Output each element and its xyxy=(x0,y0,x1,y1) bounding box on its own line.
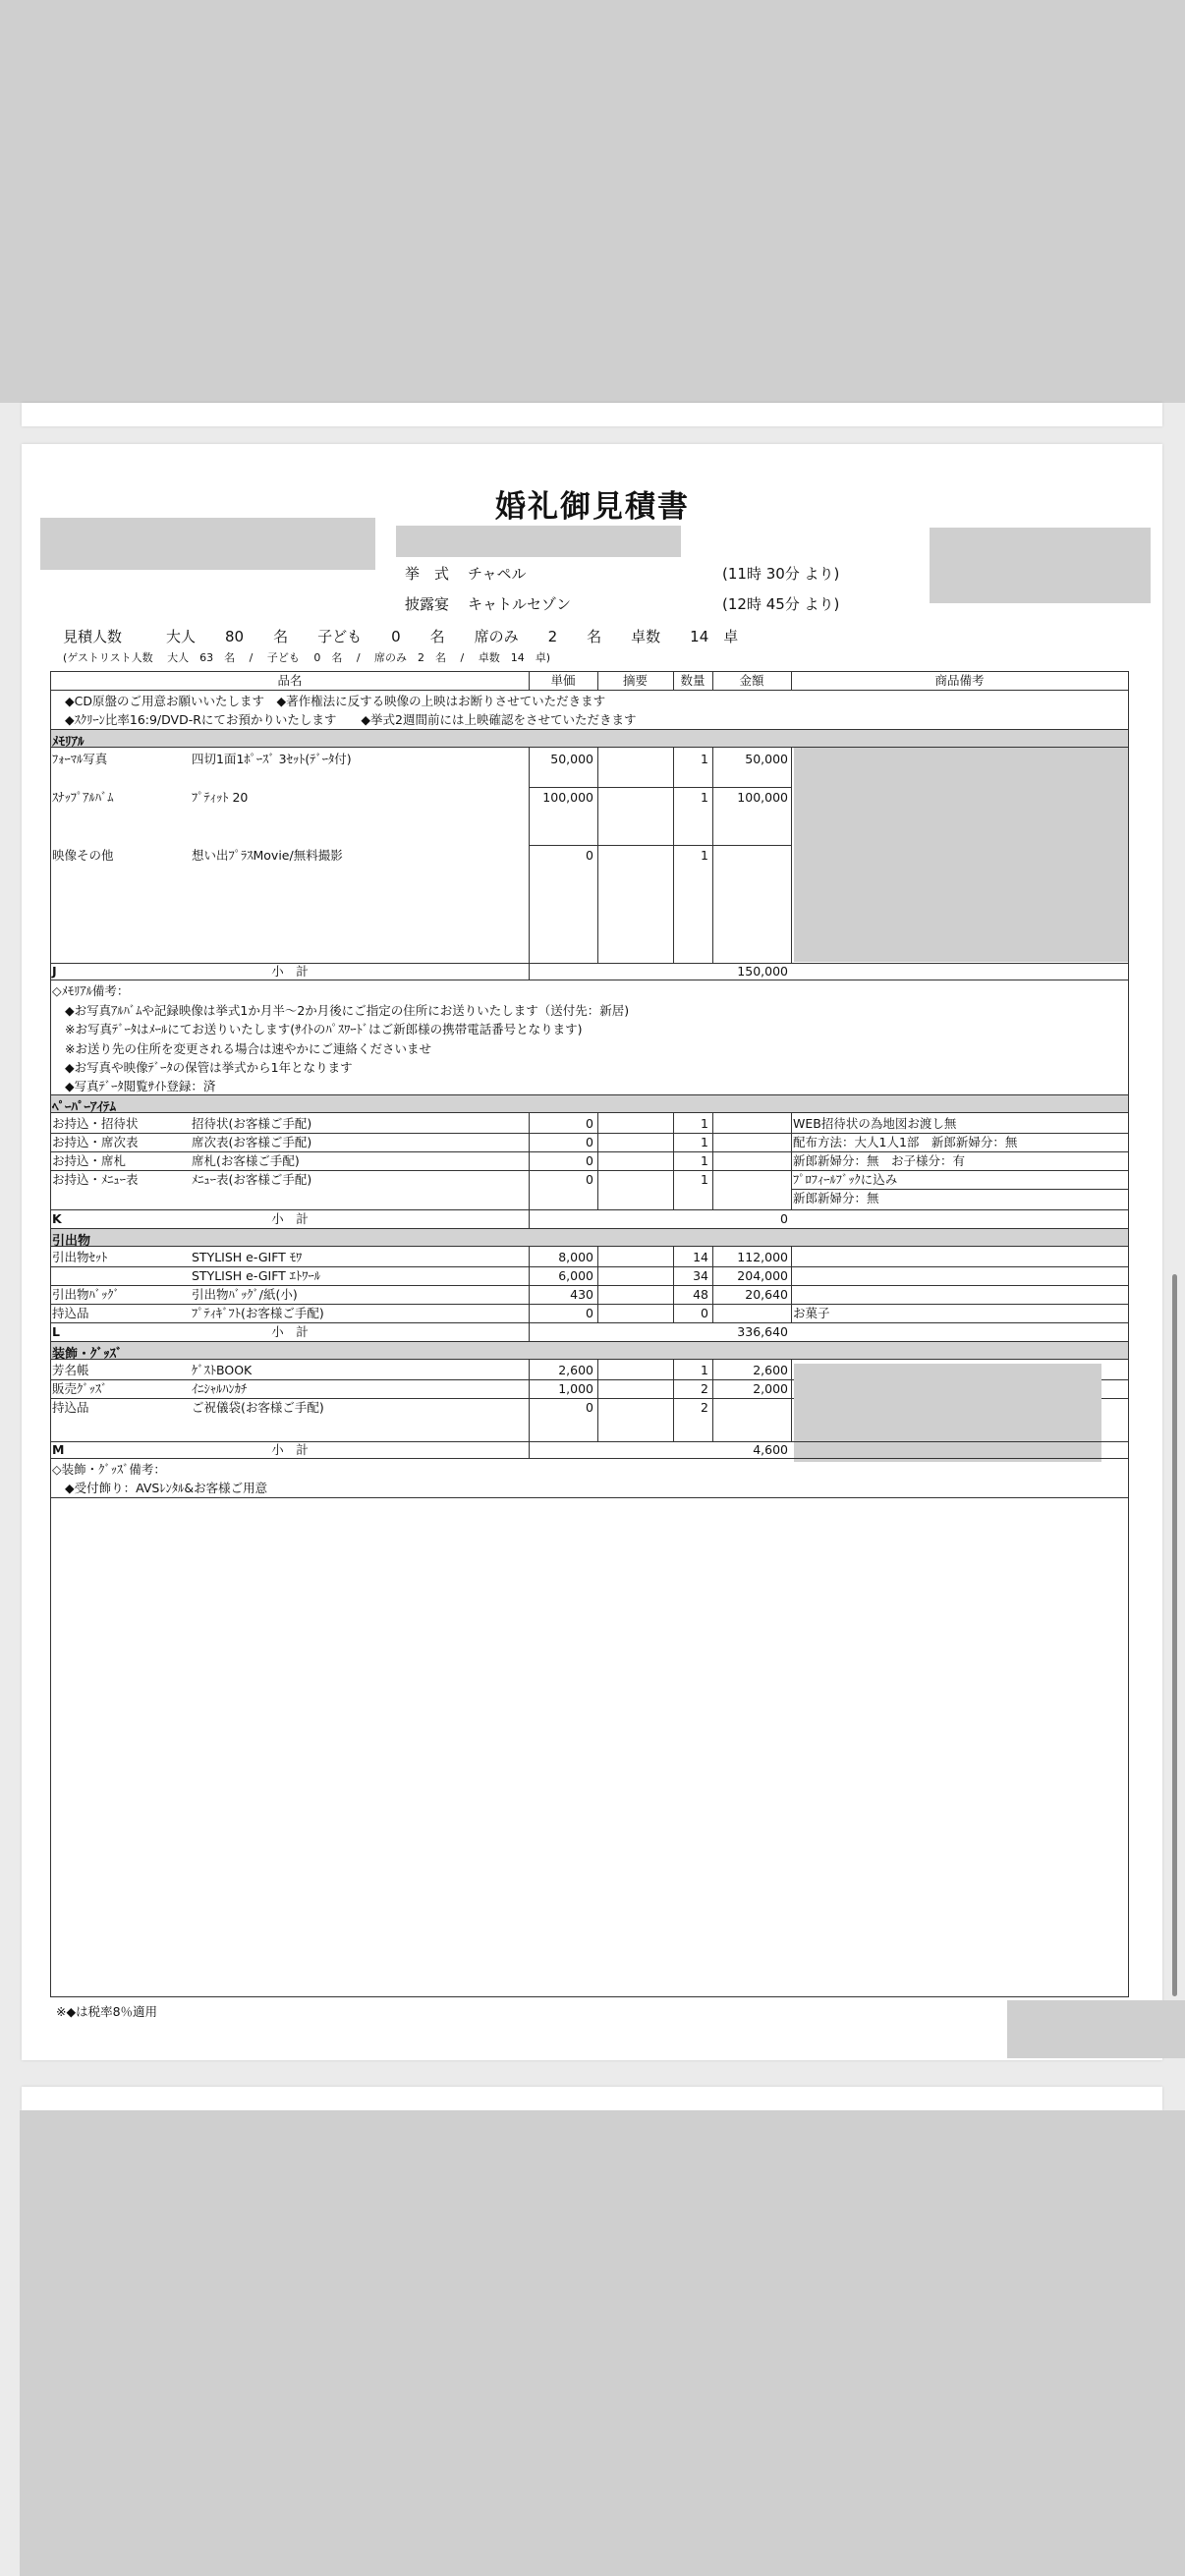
col-rule xyxy=(712,672,713,691)
wedding-venue: チャペル xyxy=(468,565,527,583)
paper-category: お持込・席次表 xyxy=(52,1135,139,1149)
decor-price: 2,600 xyxy=(558,1363,593,1377)
col-rule xyxy=(712,748,713,964)
gift-price: 430 xyxy=(570,1287,593,1302)
gift-amount: 204,000 xyxy=(737,1268,788,1283)
paper-price: 0 xyxy=(586,1135,593,1149)
section-memorial: ﾒﾓﾘｱﾙ xyxy=(51,729,1128,748)
row-rule xyxy=(51,1151,1128,1152)
row-rule xyxy=(51,1304,1128,1305)
col-rule xyxy=(673,1113,674,1210)
subtotal-letter: L xyxy=(52,1324,60,1339)
col-rule xyxy=(791,672,792,691)
paper-category: お持込・招待状 xyxy=(52,1116,139,1131)
paper-category: お持込・席札 xyxy=(52,1153,127,1168)
decor-qty: 1 xyxy=(701,1363,708,1377)
wedding-label: 挙 式 xyxy=(405,565,450,583)
decor-item: ｹﾞｽﾄBOOK xyxy=(192,1363,253,1377)
col-rule xyxy=(673,1247,674,1323)
gift-item: 引出物ﾊﾞｯｸﾞ/紙(小) xyxy=(192,1287,298,1302)
col-rule xyxy=(712,1360,713,1442)
gift-remark: お菓子 xyxy=(793,1306,830,1320)
col-rule xyxy=(597,1113,598,1210)
row-rule xyxy=(529,845,791,846)
col-rule xyxy=(712,1113,713,1210)
paper-price: 0 xyxy=(586,1116,593,1131)
paper-item: 席札(お客様ご手配) xyxy=(192,1153,300,1168)
paper-price: 0 xyxy=(586,1172,593,1187)
col-rule xyxy=(597,1360,598,1442)
header-unit-price: 単価 xyxy=(550,673,576,688)
gift-price: 6,000 xyxy=(558,1268,593,1283)
section-gifts: 引出物 xyxy=(51,1228,1128,1247)
header-name: 品名 xyxy=(277,673,303,688)
decor-item: ご祝儀袋(お客様ご手配) xyxy=(192,1400,324,1415)
col-rule xyxy=(673,672,674,691)
wedding-time: (11時 30分 より) xyxy=(722,565,840,583)
memorial-category: ﾌｫｰﾏﾙ写真 xyxy=(52,752,108,766)
subtotal-label: 小 計 xyxy=(271,1442,309,1457)
header-qty: 数量 xyxy=(680,673,705,688)
previous-page-edge xyxy=(22,403,1162,426)
gift-category: 持込品 xyxy=(52,1306,89,1320)
decor-amount: 2,600 xyxy=(753,1363,788,1377)
scrollbar[interactable] xyxy=(1172,1274,1177,1996)
gift-price: 8,000 xyxy=(558,1250,593,1264)
memorial-qty: 1 xyxy=(701,752,708,766)
subtotal-letter: M xyxy=(52,1442,65,1457)
guest-list-count: (ゲストリスト人数 大人 63 名 / 子ども 0 名 / 席のみ 2 名 / 卓数 14 卓) xyxy=(63,651,551,664)
notes-end-rule xyxy=(51,1497,1128,1498)
reception-time: (12時 45分 より) xyxy=(722,595,840,613)
paper-item: 席次表(お客様ご手配) xyxy=(192,1135,312,1149)
decor-note: ◆受付飾り：AVSﾚﾝﾀﾙ&お客様ご用意 xyxy=(65,1481,268,1495)
document-title: 婚礼御見積書 xyxy=(495,489,690,525)
decor-category: 販売ｸﾞｯｽﾞ xyxy=(52,1381,108,1396)
memorial-note: ◆お写真や映像ﾃﾞｰﾀの保管は挙式から1年となります xyxy=(65,1060,353,1075)
subtotal-label: 小 計 xyxy=(271,964,309,979)
memorial-item: 想い出ﾌﾟﾗｽMovie/無料撮影 xyxy=(192,848,343,863)
col-rule xyxy=(597,672,598,691)
paper-qty: 1 xyxy=(701,1135,708,1149)
col-rule xyxy=(673,748,674,964)
col-rule xyxy=(529,1247,530,1341)
header-amount: 金額 xyxy=(739,673,764,688)
paper-qty: 1 xyxy=(701,1116,708,1131)
next-page-edge xyxy=(22,2087,1162,2110)
decor-item: ｲﾆｼｬﾙﾊﾝｶﾁ xyxy=(192,1381,248,1396)
col-rule xyxy=(529,672,530,691)
row-rule xyxy=(529,787,791,788)
memorial-category: ｽﾅｯﾌﾟｱﾙﾊﾞﾑ xyxy=(52,790,114,805)
gift-amount: 112,000 xyxy=(737,1250,788,1264)
paper-remark: WEB招待状の為地図お渡し無 xyxy=(793,1116,957,1131)
memorial-amount: 50,000 xyxy=(745,752,788,766)
memorial-category: 映像その他 xyxy=(52,848,114,863)
gift-qty: 14 xyxy=(693,1250,708,1264)
notice-line: ◆ｽｸﾘｰﾝ比率16:9/DVD-Rにてお預かりいたします ◆挙式2週間前には上映確認をさせていただきます xyxy=(65,712,637,727)
row-rule xyxy=(51,1170,1128,1171)
redacted-decor-remarks xyxy=(794,1364,1101,1462)
notice-line: ◆CD原盤のご用意お願いいたします ◆著作権法に反する映像の上映はお断りさせていただきます xyxy=(65,694,606,708)
gift-price: 0 xyxy=(586,1306,593,1320)
decor-amount: 2,000 xyxy=(753,1381,788,1396)
redacted-date-info xyxy=(396,526,681,557)
memorial-note: ※お写真ﾃﾞｰﾀはﾒｰﾙにてお送りいたします(ｻｲﾄのﾊﾟｽﾜｰﾄﾞはご新郎様の携帯電話番号となります) xyxy=(65,1022,583,1036)
tax-footnote: ※◆は税率8％適用 xyxy=(56,2004,158,2019)
row-rule xyxy=(791,1189,1128,1190)
memorial-price: 0 xyxy=(586,848,593,863)
paper-subtotal: 0 xyxy=(780,1211,788,1226)
gift-category: 引出物ｾｯﾄ xyxy=(52,1250,108,1264)
reception-label: 披露宴 xyxy=(405,595,450,613)
row-rule xyxy=(51,1133,1128,1134)
col-rule xyxy=(529,1113,530,1228)
decor-qty: 2 xyxy=(701,1381,708,1396)
header-remarks: 商品備考 xyxy=(934,673,985,688)
memorial-qty: 1 xyxy=(701,790,708,805)
decor-qty: 2 xyxy=(701,1400,708,1415)
paper-qty: 1 xyxy=(701,1172,708,1187)
paper-item: ﾒﾆｭｰ表(お客様ご手配) xyxy=(192,1172,312,1187)
col-rule xyxy=(712,1247,713,1323)
subtotal-rule xyxy=(51,1209,1128,1210)
decor-price: 0 xyxy=(586,1400,593,1415)
col-rule xyxy=(529,1360,530,1459)
reception-venue: キャトルセゾン xyxy=(468,595,572,613)
redacted-memorial-remarks xyxy=(794,748,1128,962)
gift-qty: 48 xyxy=(693,1287,708,1302)
section-paper-items: ﾍﾟｰﾊﾟｰｱｲﾃﾑ xyxy=(51,1094,1128,1113)
gift-item: STYLISH e-GIFT ﾓﾜ xyxy=(192,1250,303,1264)
estimate-guest-count: 見積人数 大人 80 名 子ども 0 名 席のみ 2 名 卓数 14 卓 xyxy=(63,628,739,645)
col-rule xyxy=(791,1360,792,1442)
subtotal-letter: K xyxy=(52,1211,62,1226)
subtotal-letter: J xyxy=(52,964,57,979)
memorial-item: ﾌﾟﾃｨｯﾄ 20 xyxy=(192,790,249,805)
col-rule xyxy=(529,748,530,980)
subtotal-rule xyxy=(51,1458,1128,1459)
redacted-stamp xyxy=(930,528,1151,603)
gift-item: STYLISH e-GIFT ｴﾄﾜｰﾙ xyxy=(192,1268,321,1283)
decor-subtotal: 4,600 xyxy=(753,1442,788,1457)
paper-remark: 新郎新婦分：無 お子様分：有 xyxy=(793,1153,966,1168)
gift-amount: 20,640 xyxy=(745,1287,788,1302)
memorial-note: ◆写真ﾃﾞｰﾀ閲覧ｻｲﾄ登録：済 xyxy=(65,1079,216,1093)
redacted-page-footer xyxy=(1007,2000,1185,2058)
col-rule xyxy=(791,1247,792,1323)
paper-qty: 1 xyxy=(701,1153,708,1168)
subtotal-label: 小 計 xyxy=(271,1211,309,1226)
gift-qty: 34 xyxy=(693,1268,708,1283)
gift-qty: 0 xyxy=(701,1306,708,1320)
paper-category: お持込・ﾒﾆｭｰ表 xyxy=(52,1172,139,1187)
col-rule xyxy=(597,1247,598,1323)
memorial-qty: 1 xyxy=(701,848,708,863)
col-rule xyxy=(791,748,792,964)
decor-category: 持込品 xyxy=(52,1400,89,1415)
gifts-subtotal: 336,640 xyxy=(737,1324,788,1339)
memorial-subtotal: 150,000 xyxy=(737,964,788,979)
estimate-table xyxy=(50,671,1129,1997)
memorial-price: 100,000 xyxy=(542,790,593,805)
paper-price: 0 xyxy=(586,1153,593,1168)
subtotal-rule xyxy=(51,1322,1128,1323)
paper-remark: 配布方法：大人1人1部 新郎新婦分：無 xyxy=(793,1135,1018,1149)
memorial-item: 四切1面1ﾎﾟｰｽﾞ 3ｾｯﾄ(ﾃﾞｰﾀ付) xyxy=(192,752,352,766)
header-summary: 摘要 xyxy=(622,673,648,688)
paper-remark: ﾌﾟﾛﾌｨｰﾙﾌﾞｯｸに込み xyxy=(793,1172,898,1187)
section-decor-goods: 装飾・ｸﾞｯｽﾞ xyxy=(51,1341,1128,1360)
paper-remark: 新郎新婦分：無 xyxy=(793,1191,879,1205)
memorial-note: ◆お写真ｱﾙﾊﾞﾑや記録映像は挙式1か月半～2か月後にご指定の住所にお送りいたします（送付先：新居) xyxy=(65,1003,630,1018)
memorial-notes-title: ◇ﾒﾓﾘｱﾙ備考： xyxy=(52,983,130,998)
paper-item: 招待状(お客様ご手配) xyxy=(192,1116,312,1131)
redacted-client-info xyxy=(40,518,375,570)
col-rule xyxy=(791,1113,792,1210)
header-rule xyxy=(51,690,1128,691)
memorial-note: ※お送り先の住所を変更される場合は速やかにご連絡くださいませ xyxy=(65,1041,431,1056)
row-rule xyxy=(51,1285,1128,1286)
col-rule xyxy=(673,1360,674,1442)
memorial-amount: 100,000 xyxy=(737,790,788,805)
gift-category: 引出物ﾊﾞｯｸﾞ xyxy=(52,1287,120,1302)
decor-category: 芳名帳 xyxy=(52,1363,89,1377)
subtotal-label: 小 計 xyxy=(271,1324,309,1339)
decor-notes-title: ◇装飾・ｸﾞｯｽﾞ備考： xyxy=(52,1462,166,1477)
col-rule xyxy=(597,748,598,964)
row-rule xyxy=(51,1266,1128,1267)
redacted-bottom-area xyxy=(20,2110,1185,2576)
decor-price: 1,000 xyxy=(558,1381,593,1396)
redacted-top-area xyxy=(0,0,1185,403)
gift-item: ﾌﾟﾃｨｷﾞﾌﾄ(お客様ご手配) xyxy=(192,1306,324,1320)
memorial-price: 50,000 xyxy=(550,752,593,766)
